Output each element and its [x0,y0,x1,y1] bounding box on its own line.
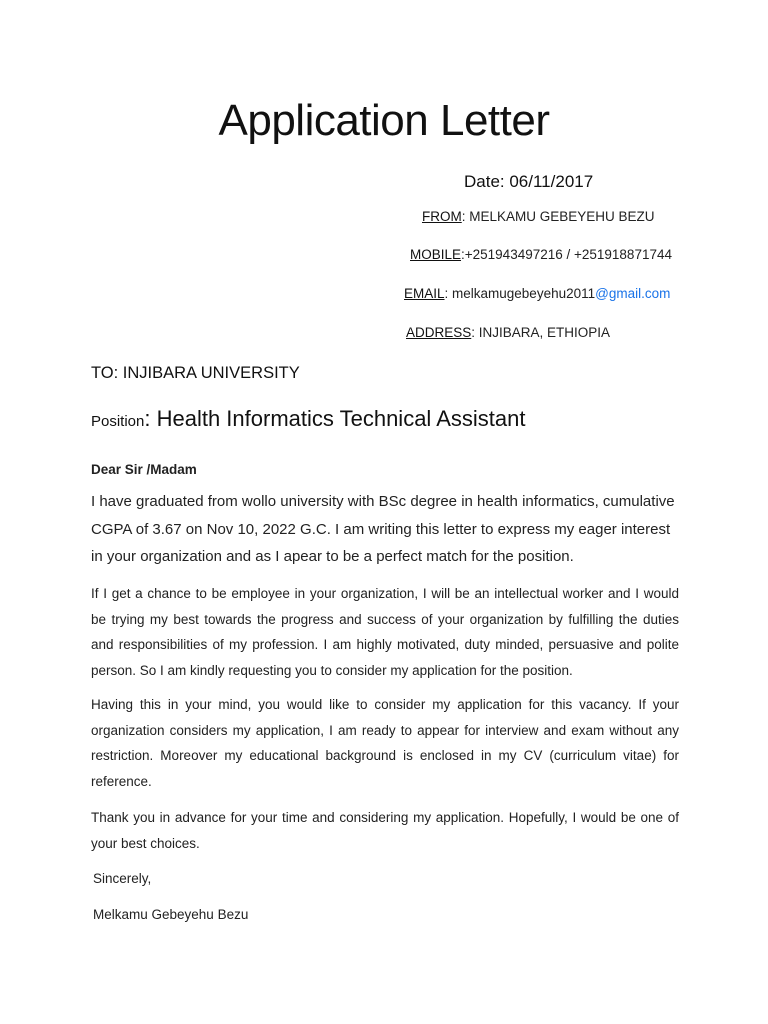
salutation: Dear Sir /Madam [91,462,197,477]
email-line [404,286,670,301]
from-label: FROM [422,209,462,224]
page-title: Application Letter [218,96,550,145]
address-line [406,325,610,340]
position-value: : Health Informatics Technical Assistant [144,406,526,431]
closing: Sincerely, [93,871,152,886]
body-paragraph-3: Having this in your mind, you would like to consider my application for this vacancy. If your organization considers my application, I am ready to appear for interview and exam without any restriction. Moreover my educational background is enclosed in my CV (curriculum vitae) for reference. [91,697,679,789]
mobile-line [410,247,672,262]
address-value: : INJIBARA, ETHIOPIA [471,325,611,340]
email-value: : melkamugebeyehu2011 [444,286,596,301]
from-value: : MELKAMU GEBEYEHU BEZU [461,209,655,224]
body-paragraph-4: Thank you in advance for your time and considering my application. Hopefully, I would be one of your best choices. [91,810,679,851]
address-label: ADDRESS [406,325,472,340]
position-label: Position [91,413,145,430]
letter-date: Date: 06/11/2017 [464,172,594,191]
signature-name: Melkamu Gebeyehu Bezu [93,907,249,922]
email-domain-link[interactable]: @gmail.com [595,286,671,301]
email-label: EMAIL [404,286,445,301]
mobile-label: MOBILE [410,247,462,262]
body-paragraph-2: If I get a chance to be employee in your organization, I will be an intellectual worker and I would be trying my best towards the progress and success of your organization by fulfilling the duties and responsibilities of my profession. I am highly motivated, duty minded, persuasive and polite person. So I am kindly requesting you to consider my application for the position. [91,586,679,678]
from-line [422,209,655,224]
body-paragraph-1: I have graduated from wollo university with BSc degree in health informatics, cumulative CGPA of 3.67 on Nov 10, 2022 G.C. I am writing this letter to express my eager interest in your organization and as I apear to be a perfect match for the position. [91,493,675,565]
mobile-value: :+251943497216 / +251918871744 [461,247,672,262]
recipient-line: TO: INJIBARA UNIVERSITY [91,364,300,382]
position-line [91,406,525,432]
